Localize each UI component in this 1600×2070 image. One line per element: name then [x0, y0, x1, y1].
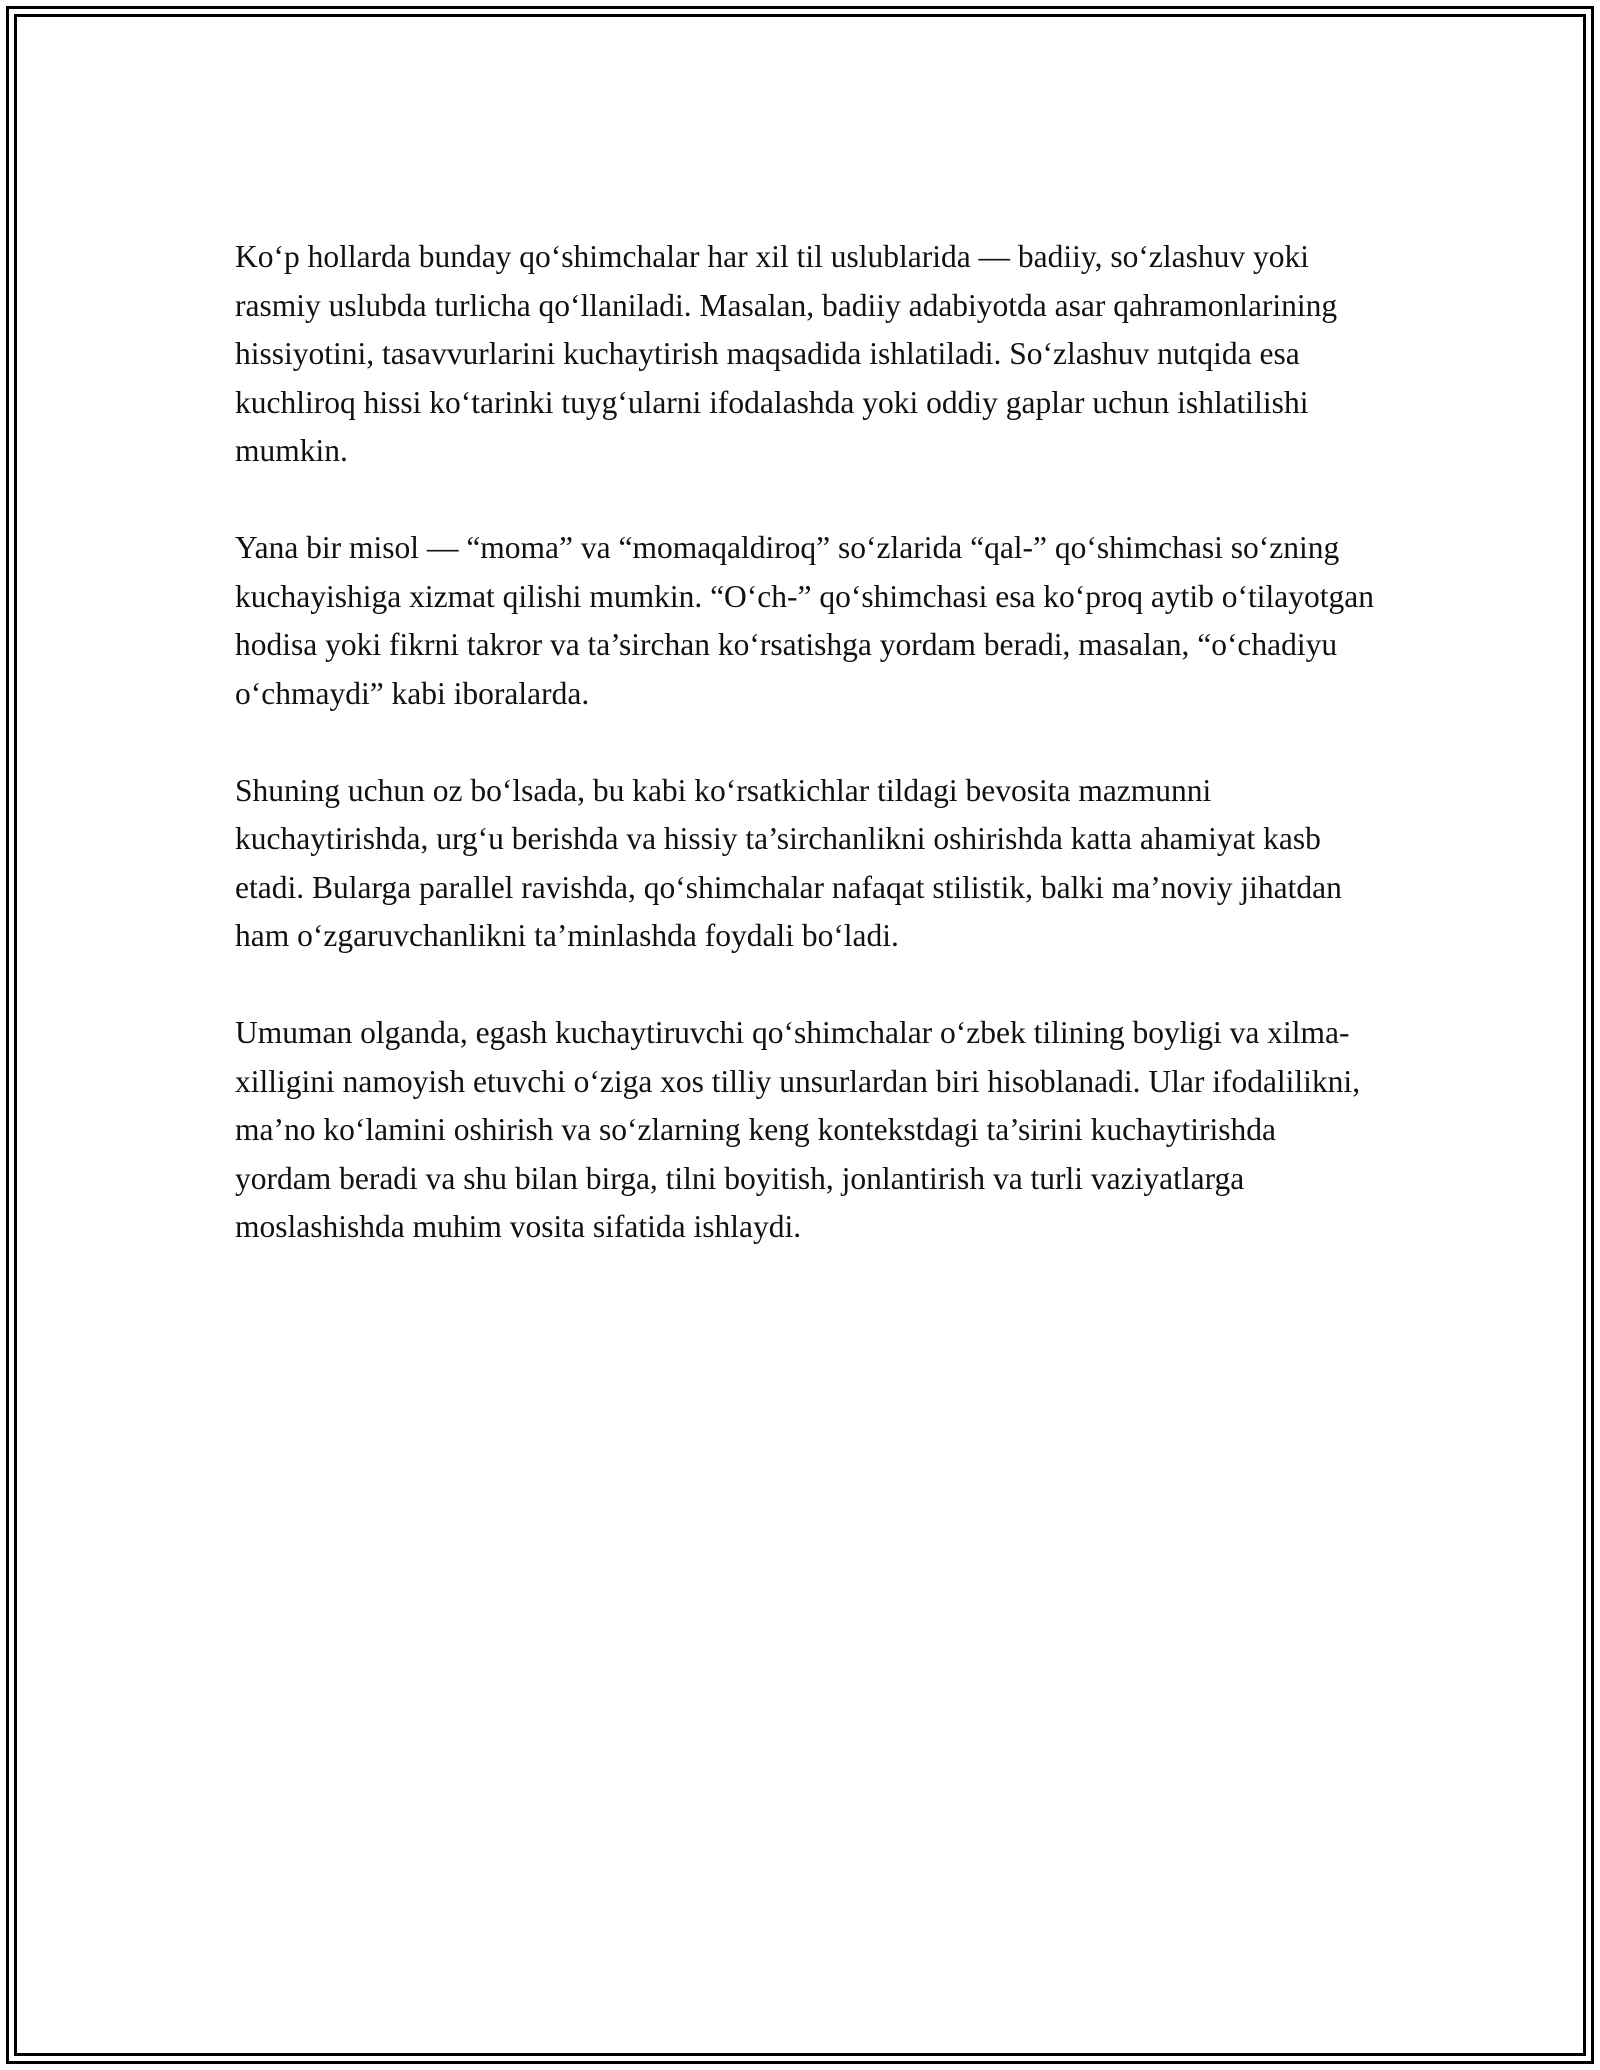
paragraph-1: Ko‘p hollarda bunday qo‘shimchalar har xil til uslublarida — badiiy, so‘zlashuv yoki rasmiy uslubda turlicha qo‘llaniladi. Masalan, badiiy adabiyotda asar qahramonlarining hissiyotini, tasavvurlarini kuchaytirish maqsadida ishlatiladi. So‘zlashuv nutqida esa kuchliroq hissi ko‘tarinki tuyg‘ularni ifodalashda yoki oddiy gaplar uchun ishlatilishi mumkin.	[235, 239, 1338, 468]
paragraph-4: Umuman olganda, egash kuchaytiruvchi qo‘shimchalar o‘zbek tilining boyligi va xilma-xilligini namoyish etuvchi o‘ziga xos tilliy unsurlardan biri hisoblanadi. Ular ifodalilikni, ma’no ko‘lamini oshirish va so‘zlarning keng kontekstdagi ta’sirini kuchaytirishda yordam beradi va shu bilan birga, tilni boyitish, jonlantirish va turli vaziyatlarga moslashishda muhim vosita sifatida ishlaydi.	[235, 1015, 1361, 1244]
paragraph-2: Yana bir misol — “moma” va “momaqaldiroq” so‘zlarida “qal-” qo‘shimchasi so‘zning kuchayishiga xizmat qilishi mumkin. “O‘ch-” qo‘shimchasi esa ko‘proq aytib o‘tilayotgan hodisa yoki fikrni takror va ta’sirchan ko‘rsatishga yordam beradi, masalan, “o‘chadiyu o‘chmaydi” kabi iboralarda.	[235, 530, 1374, 711]
document-body	[235, 233, 1375, 1300]
paragraph-3: Shuning uchun oz bo‘lsada, bu kabi ko‘rsatkichlar tildagi bevosita mazmunni kuchaytirishda, urg‘u berishda va hissiy ta’sirchanlikni oshirishda katta ahamiyat kasb etadi. Bularga parallel ravishda, qo‘shimchalar nafaqat stilistik, balki ma’noviy jihatdan ham o‘zgaruvchanlikni ta’minlashda foydali bo‘ladi.	[235, 772, 1342, 953]
